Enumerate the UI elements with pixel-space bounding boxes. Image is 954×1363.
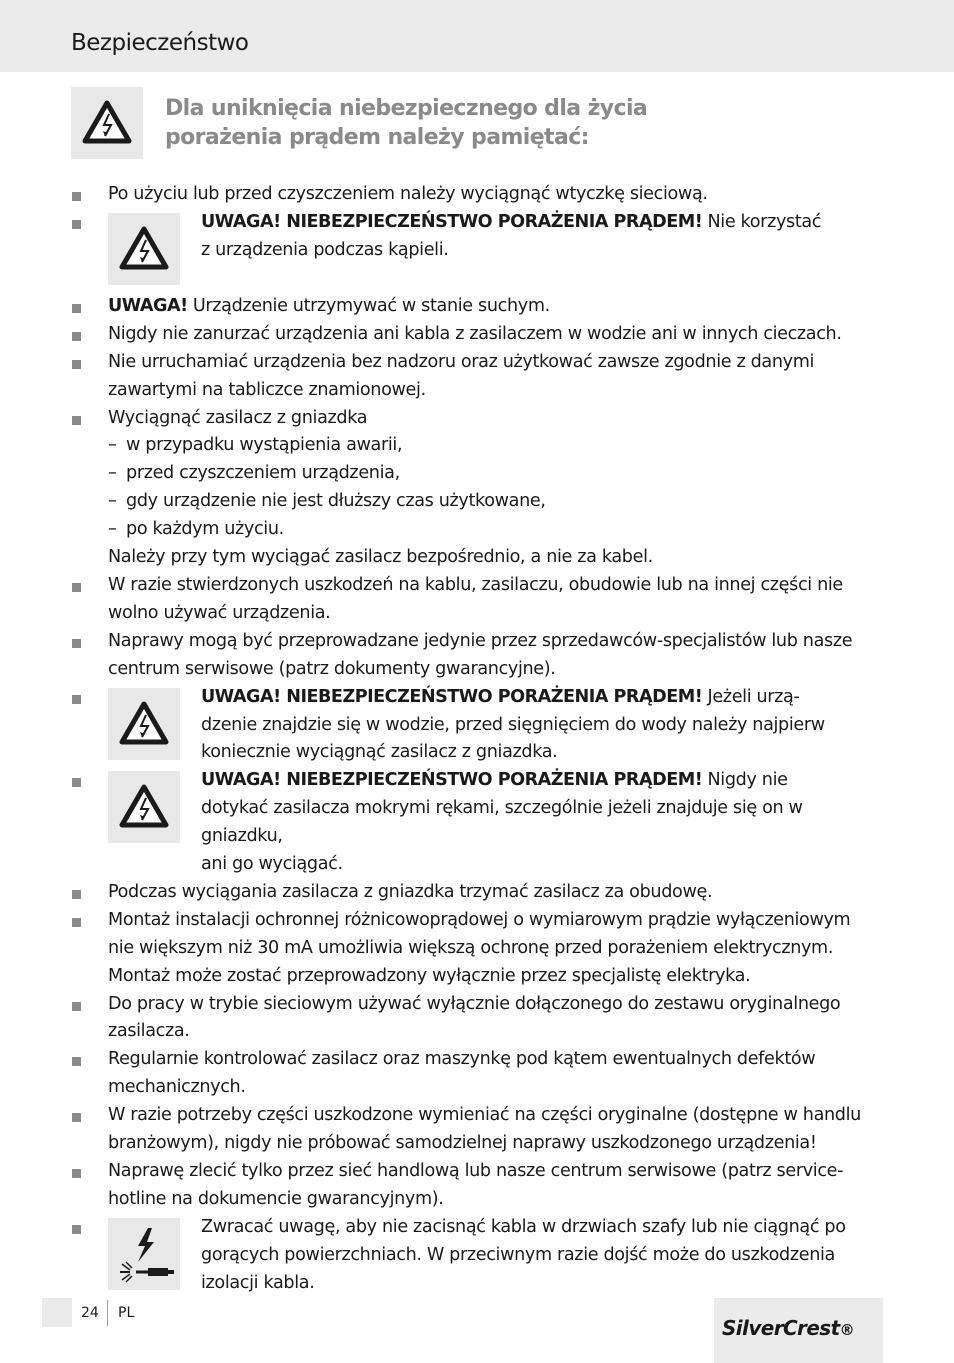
sub-item: – gdy urządzenie nie jest dłuższy czas użytkowane, [108,491,546,512]
item-text: UWAGA! Urządzenie utrzymywać w stanie suchym. [108,295,550,316]
warning-icon-box [71,87,143,159]
item-text: UWAGA! NIEBEZPIECZEŃSTWO PORAŻENIA PRĄDEM! Nigdy nie dotykać zasilacza mokrymi rękami, szczególnie jeżeli znajduje się on w gniazdku, ani go wyciągać. [201,770,803,875]
bullet-square [72,639,81,648]
list-item [0,293,888,321]
bullet-square [72,918,81,927]
high-voltage-warning-icon [108,688,180,760]
list-item [0,907,888,991]
brand-logo [722,1316,874,1340]
item-text: UWAGA! NIEBEZPIECZEŃSTWO PORAŻENIA PRĄDEM! Nie korzystać z urządzenia podczas kąpieli. [201,211,822,260]
icon-box [108,213,180,285]
item-text: Montaż instalacji ochronnej różnicowoprądowej o wymiarowym prądzie wyłączeniowym nie większym niż 30 mA umożliwia większą ochronę przed porażeniem elektrycznym. Montaż może zostać przeprowadzony wyłącznie przez specjalistę elektryka. [108,909,851,986]
bullet-square [72,1002,81,1011]
footer-divider [107,1300,108,1326]
high-voltage-warning-icon [108,213,180,285]
bullet-square [72,416,81,425]
high-voltage-warning-icon [108,771,180,843]
bullet-square [72,695,81,704]
bullet-square [72,890,81,899]
list-item [0,405,888,572]
logo-registered-mark: ® [839,1321,854,1339]
list-item [0,1102,888,1158]
safety-list [0,181,954,1298]
bullet-square [72,220,81,229]
list-item [0,628,888,684]
bullet-square [72,1113,81,1122]
bullet-square [72,192,81,201]
bullet-square [72,332,81,341]
item-bold: UWAGA! [108,295,188,316]
high-voltage-warning-icon [71,87,143,159]
list-item [0,572,888,628]
bullet-square [72,1169,81,1178]
item-text: Po użyciu lub przed czyszczeniem należy wyciągnąć wtyczkę sieciową. [108,184,708,204]
warning-heading [165,94,765,152]
footer-box [42,1298,72,1327]
list-item [0,991,888,1047]
sub-item: – po każdym użyciu. [108,519,284,540]
logo-text: SilverCrest [722,1316,840,1340]
bullet-square [72,778,81,787]
bullet-square [72,1225,81,1234]
warning-heading-line-1: Dla uniknięcia niebezpiecznego dla życia [165,96,648,121]
list-item [0,1214,888,1298]
page-number: 24 [81,1305,99,1321]
item-text: Do pracy w trybie sieciowym używać wyłącznie dołączonego do zestawu oryginalnego zasilacza. [108,993,841,1042]
sub-item: – w przypadku wystąpienia awarii, [108,435,403,456]
list-item [0,767,888,879]
list-item [0,349,888,405]
bullet-square [72,583,81,592]
icon-box [108,771,180,843]
bullet-square [72,304,81,313]
bullet-square [72,1057,81,1066]
item-text: UWAGA! NIEBEZPIECZEŃSTWO PORAŻENIA PRĄDEM! Jeżeli urzą- dzenie znajdzie się w wodzie, przed sięgnięciem do wody należy najpierw koniecznie wyciągnąć zasilacz z gniazdka. [201,686,825,763]
item-text: Podczas wyciągania zasilacza z gniazdka trzymać zasilacz za obudowę. [108,881,713,902]
damaged-cable-icon [108,1218,180,1290]
sub-item: – przed czyszczeniem urządzenia, [108,463,400,484]
item-text: W razie stwierdzonych uszkodzeń na kablu, zasilaczu, obudowie lub na innej części nie wolno używać urządzenia. [108,574,843,623]
item-text-after: Należy przy tym wyciągać zasilacz bezpośrednio, a nie za kabel. [108,547,653,568]
item-text: Wyciągnąć zasilacz z gniazdka [108,407,368,428]
item-bold: UWAGA! NIEBEZPIECZEŃSTWO PORAŻENIA PRĄDEM! [201,211,703,232]
icon-box [108,688,180,760]
item-text: Regularnie kontrolować zasilacz oraz maszynkę pod kątem ewentualnych defektów mechanicznych. [108,1049,816,1098]
warning-heading-line-2: porażenia prądem należy pamiętać: [165,125,589,150]
item-text: Nie urruchamiać urządzenia bez nadzoru oraz użytkować zawsze zgodnie z danymi zawartymi na tabliczce znamionowej. [108,351,815,400]
list-item [0,209,888,293]
list-item [0,321,888,349]
icon-box [108,1218,180,1290]
item-text: Naprawy mogą być przeprowadzane jedynie przez sprzedawców-specjalistów lub nasze centrum serwisowe (patrz dokumenty gwarancyjne). [108,630,853,679]
item-text: Naprawę zlecić tylko przez sieć handlową lub nasze centrum serwisowe (patrz service- hotline na dokumencie gwarancyjnym). [108,1161,844,1209]
list-item [0,684,888,768]
page-title: Bezpieczeństwo [71,30,249,56]
item-text: W razie potrzeby części uszkodzone wymieniać na części oryginalne (dostępne w handlu branżowym), nigdy nie próbować samodzielnej naprawy uszkodzonego urządzenia! [108,1105,861,1154]
item-bold: UWAGA! NIEBEZPIECZEŃSTWO PORAŻENIA PRĄDEM! [201,770,703,791]
item-bold: UWAGA! NIEBEZPIECZEŃSTWO PORAŻENIA PRĄDEM! [201,686,703,707]
list-item [0,1046,888,1102]
list-item [0,879,888,907]
item-text: Nigdy nie zanurzać urządzenia ani kabla z zasilaczem w wodzie ani w innych cieczach. [108,323,842,344]
item-text: Zwracać uwagę, aby nie zacisnąć kabla w drzwiach szafy lub nie ciągnąć po gorących powierzchniach. W przeciwnym razie dojść może do uszkodzenia izolacji kabla. [201,1216,846,1293]
list-item [0,1158,888,1214]
list-item [0,181,888,209]
page-language: PL [118,1305,135,1321]
bullet-square [72,360,81,369]
